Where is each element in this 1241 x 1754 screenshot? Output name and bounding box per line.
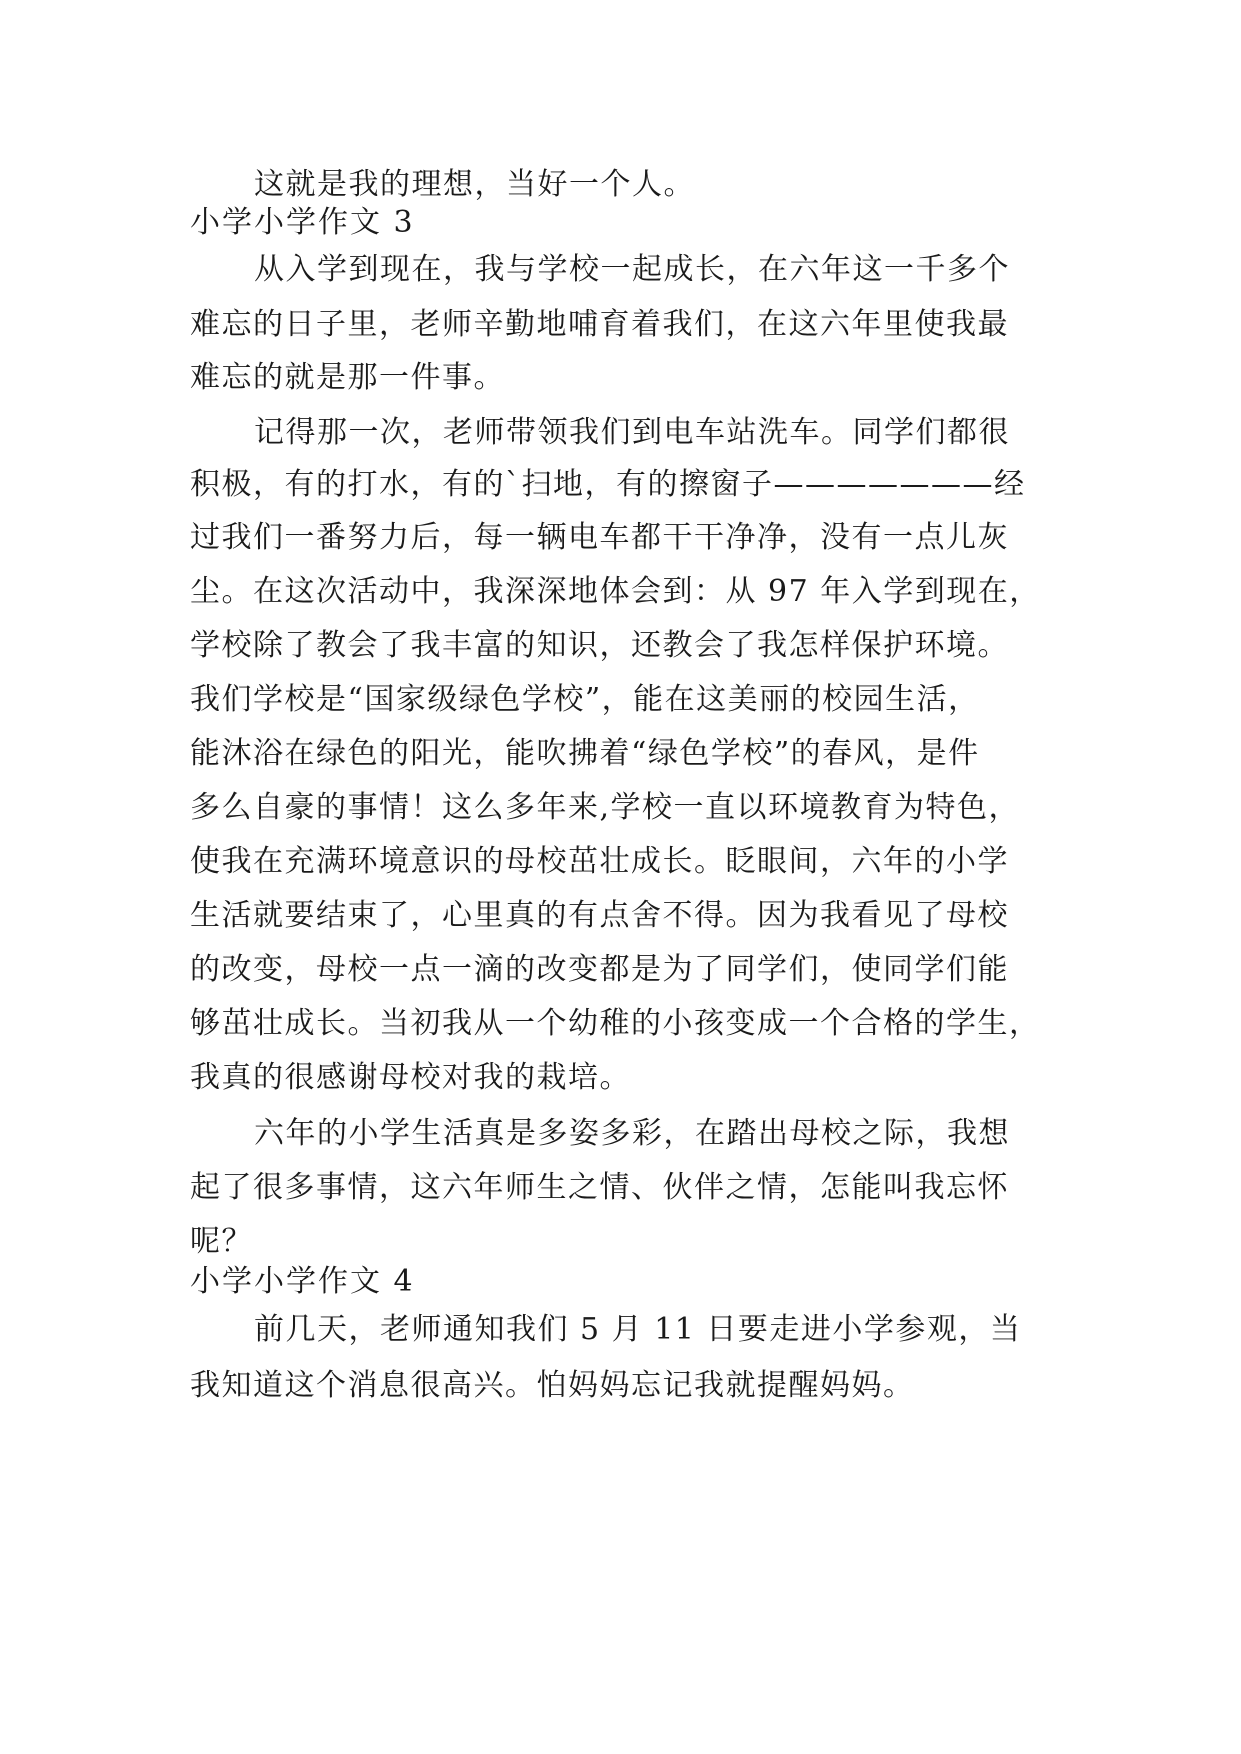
text-line: 够茁壮成长。当初我从一个幼稚的小孩变成一个合格的学生， [190, 1006, 1041, 1041]
section-heading: 小学小学作文 3 [190, 205, 415, 240]
text-line: 起了很多事情，这六年师生之情、伙伴之情，怎能叫我忘怀 [190, 1170, 1009, 1205]
text-line: 积极，有的打水，有的`扫地，有的擦窗子———————经 [190, 467, 1026, 502]
text-line: 前几天，老师通知我们 5 月 11 日要走进小学参观，当 [254, 1312, 1022, 1347]
text-line: 生活就要结束了，心里真的有点舍不得。因为我看见了母校 [190, 898, 1009, 933]
text-line: 从入学到现在，我与学校一起成长，在六年这一千多个 [254, 252, 1010, 287]
text-line: 难忘的就是那一件事。 [190, 360, 505, 395]
text-line: 的改变，母校一点一滴的改变都是为了同学们，使同学们能 [190, 952, 1009, 987]
section-heading: 小学小学作文 4 [190, 1264, 415, 1299]
text-line: 我们学校是“国家级绿色学校”，能在这美丽的校园生活， [190, 682, 980, 717]
text-line: 尘。在这次活动中，我深深地体会到：从 97 年入学到现在， [190, 574, 1041, 609]
text-line: 我真的很感谢母校对我的栽培。 [190, 1060, 631, 1095]
text-line: 这就是我的理想，当好一个人。 [254, 167, 695, 202]
text-line: 使我在充满环境意识的母校茁壮成长。眨眼间，六年的小学 [190, 844, 1009, 879]
text-line: 多么自豪的事情！这么多年来,学校一直以环境教育为特色， [190, 790, 1021, 825]
text-line: 六年的小学生活真是多姿多彩，在踏出母校之际，我想 [254, 1116, 1010, 1151]
text-line: 学校除了教会了我丰富的知识，还教会了我怎样保护环境。 [190, 628, 1009, 663]
text-line: 难忘的日子里，老师辛勤地哺育着我们，在这六年里使我最 [190, 307, 1009, 342]
text-line: 过我们一番努力后，每一辆电车都干干净净，没有一点儿灰 [190, 520, 1009, 555]
text-line: 呢？ [190, 1224, 253, 1259]
text-line: 我知道这个消息很高兴。怕妈妈忘记我就提醒妈妈。 [190, 1368, 915, 1403]
text-line: 记得那一次，老师带领我们到电车站洗车。同学们都很 [254, 415, 1010, 450]
text-line: 能沐浴在绿色的阳光，能吹拂着“绿色学校”的春风，是件 [190, 736, 980, 771]
